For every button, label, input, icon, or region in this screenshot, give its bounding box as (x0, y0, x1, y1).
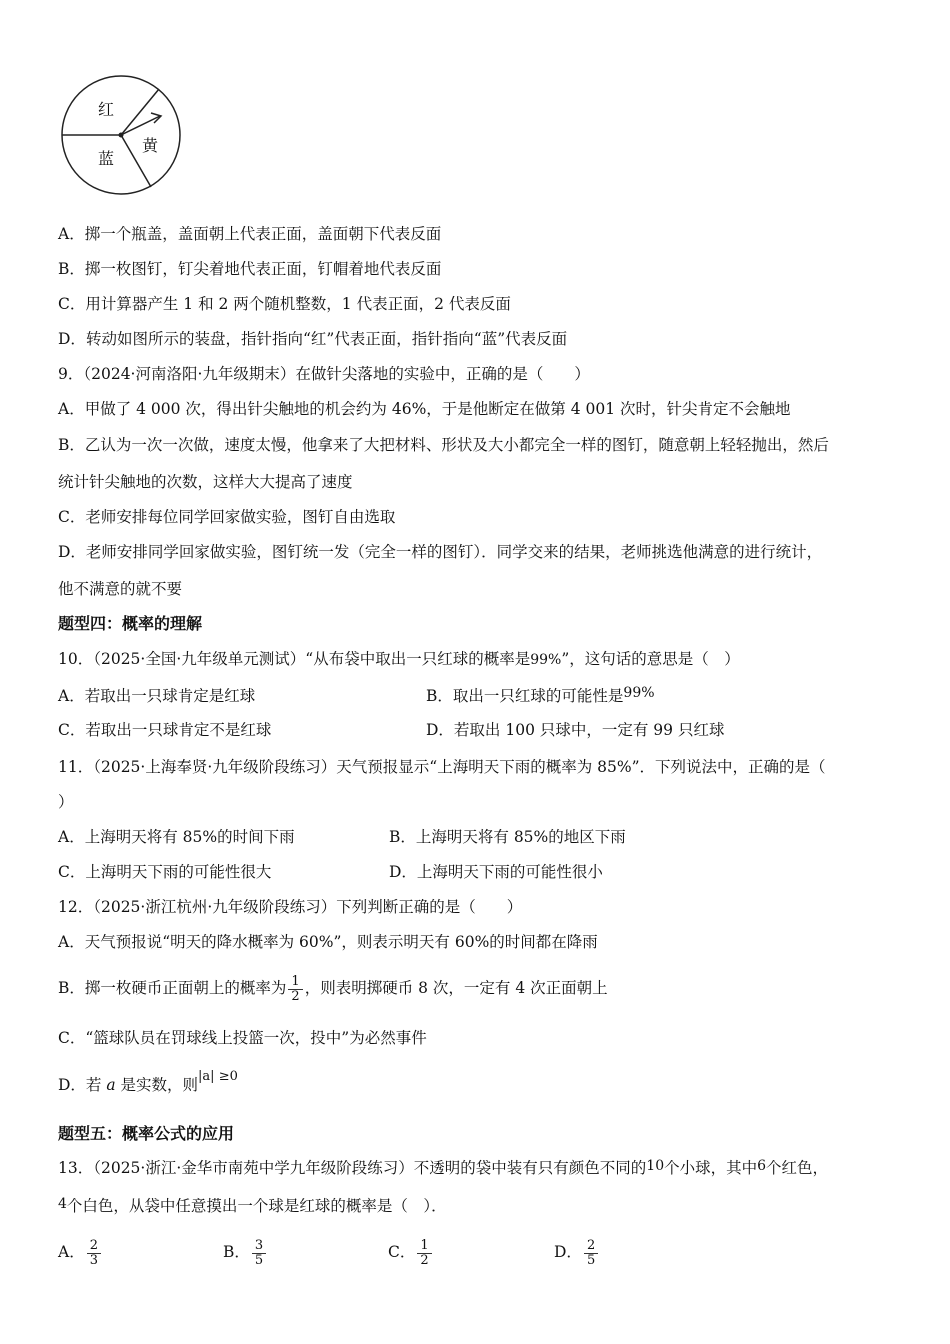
section-heading-5: 题型五：概率公式的应用 (58, 1124, 235, 1143)
q9-option-a: A．甲做了 4 000 次，得出针尖触地的机会约为 46%，于是他断定在做第 4 001 次时，针尖肯定不会触地 (58, 400, 791, 418)
spinner-divider-top (121, 89, 159, 135)
q12-stem: 12．（2025·浙江杭州·九年级阶段练习）下列判断正确的是（ ） (58, 898, 523, 916)
q13-option-a: A． $\frac{2}{3}$ (58, 1232, 103, 1272)
q9-option-c: C．老师安排每位同学回家做实验，图钉自由选取 (58, 508, 396, 526)
q12-option-b: B．掷一枚硬币正面朝上的概率为 $\frac{1}{2}$ ，则表明掷硬币 8 次，一定有 4 次正面朝上 (58, 973, 608, 1004)
fraction-one-half: $\frac{1}{2}$ (288, 975, 302, 1004)
q9-option-b-line2: 统计针尖触地的次数，这样大大提高了速度 (58, 473, 353, 491)
q10-option-a: A．若取出一只球肯定是红球 (58, 687, 256, 705)
q10-option-d: D．若取出 100 只球中，一定有 99 只红球 (426, 721, 725, 739)
q9-option-b-line1: B．乙认为一次一次做，速度太慢，他拿来了大把材料、形状及大小都完全一样的图钉，随意朝上轻轻抛出，然后 (58, 436, 829, 454)
q11-option-a: A．上海明天将有 85%的时间下雨 (58, 828, 295, 846)
q13-option-d: D． $\frac{2}{5}$ (554, 1232, 600, 1272)
section-heading-4: 题型四：概率的理解 (58, 614, 203, 633)
q12-option-d: D．若 a 是实数，则$^{|a| \ge 0}$ (58, 1069, 238, 1094)
q10-stem: 10．（2025·全国·九年级单元测试）“从布袋中取出一只红球的概率是99%”，这句话的意思是（ ） (58, 650, 740, 668)
spinner-label-blue: 蓝 (98, 149, 115, 168)
q9-stem: 9．（2024·河南洛阳·九年级期末）在做针尖落地的实验中，正确的是（ ） (58, 365, 590, 383)
spinner-label-yellow: 黄 (142, 136, 159, 155)
q8-option-a: A．掷一个瓶盖，盖面朝上代表正面，盖面朝下代表反面 (58, 225, 442, 243)
q9-option-d-line1: D．老师安排同学回家做实验，图钉统一发（完全一样的图钉）．同学交来的结果，老师挑选他满意的进行统计， (58, 543, 823, 561)
spinner-center (119, 133, 124, 138)
q8-option-d: D．转动如图所示的装盘，指针指向“红”代表正面，指针指向“蓝”代表反面 (58, 330, 568, 348)
abs-value-expression: |a| ≥0 (198, 1069, 238, 1084)
q9-option-d-line2: 他不满意的就不要 (58, 580, 183, 598)
spinner-figure (58, 74, 188, 198)
q10-option-c: C．若取出一只球肯定不是红球 (58, 721, 272, 739)
q13-stem-line2: 4个白色，从袋中任意摸出一个球是红球的概率是（ ）． (58, 1196, 447, 1215)
q11-option-b: B．上海明天将有 85%的地区下雨 (389, 828, 626, 846)
spinner-label-red: 红 (98, 100, 115, 119)
q13-stem-line1: 13．（2025·浙江·金华市南苑中学九年级阶段练习）不透明的袋中装有只有颜色不同的10个小球，其中6个红色， (58, 1158, 829, 1177)
q11-stem-line1: 11．（2025·上海奉贤·九年级阶段练习）天气预报显示“上海明天下雨的概率为 85%”．下列说法中，正确的是（ (58, 758, 826, 776)
q11-stem-line2: ） (58, 793, 74, 811)
q8-option-c: C．用计算器产生 1 和 2 两个随机整数，1 代表正面，2 代表反面 (58, 295, 511, 313)
q8-option-b: B．掷一枚图钉，钉尖着地代表正面，钉帽着地代表反面 (58, 260, 442, 278)
q12-option-a: A．天气预报说“明天的降水概率为 60%”，则表示明天有 60%的时间都在降雨 (58, 933, 598, 951)
q10-option-b: B．取出一只红球的可能性是99% (426, 685, 655, 705)
q13-option-b: B． $\frac{3}{5}$ (223, 1232, 268, 1272)
q12-option-c: C．“篮球队员在罚球线上投篮一次，投中”为必然事件 (58, 1029, 427, 1047)
q11-option-c: C．上海明天下雨的可能性很大 (58, 863, 272, 881)
q13-option-c: C． $\frac{1}{2}$ (388, 1232, 434, 1272)
q11-option-d: D．上海明天下雨的可能性很小 (389, 863, 603, 881)
spinner-pointer (121, 116, 160, 135)
